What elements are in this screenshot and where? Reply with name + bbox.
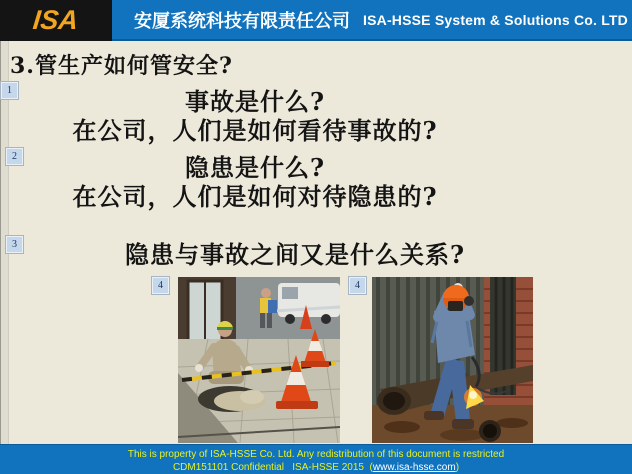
footer-website-link[interactable]: www.isa-hsse.com [372, 462, 456, 473]
photo-manhole-worker-illustration [178, 277, 340, 443]
footer-confidential-suffix: ) [455, 462, 460, 473]
question-1-line-1: 事故是什么? [184, 87, 326, 116]
comment-marker-3[interactable]: 3 [6, 236, 23, 253]
question-1-line-2: 在公司，人们是如何看待事故的? [72, 116, 438, 145]
question-2-line-2: 在公司，人们是如何对待隐患的? [72, 182, 438, 211]
question-3-line-1: 隐患与事故之间又是什么关系? [124, 240, 466, 269]
slide-body [0, 41, 632, 444]
photo-pipe-welder-illustration [372, 277, 533, 443]
isa-logo-text: ISA [31, 5, 81, 35]
comment-marker-4-right[interactable]: 4 [349, 277, 366, 294]
footer-confidential-line [0, 461, 632, 474]
company-name-chinese: 安厦系统科技有限责任公司 [134, 10, 350, 31]
header-title-bar [112, 0, 632, 41]
footer [0, 444, 632, 474]
header [0, 0, 632, 41]
comment-marker-2[interactable]: 2 [6, 148, 23, 165]
footer-confidential-prefix: CDM151101 Confidential ISA-HSSE 2015 ( [172, 462, 373, 473]
question-2-line-1: 隐患是什么? [184, 153, 326, 182]
footer-property-notice: This is property of ISA-HSSE Co. Ltd. Any redistribution of this document is restricted [127, 449, 505, 460]
comment-marker-1[interactable]: 1 [1, 82, 18, 99]
photo-pipe-welder [372, 277, 533, 443]
company-name-english: ISA-HSSE System & Solutions Co. LTD [363, 11, 628, 28]
isa-logo [0, 0, 112, 41]
slide-title: 3.管生产如何管安全? [10, 53, 233, 79]
photo-manhole-worker [178, 277, 340, 443]
comment-marker-4-left[interactable]: 4 [152, 277, 169, 294]
